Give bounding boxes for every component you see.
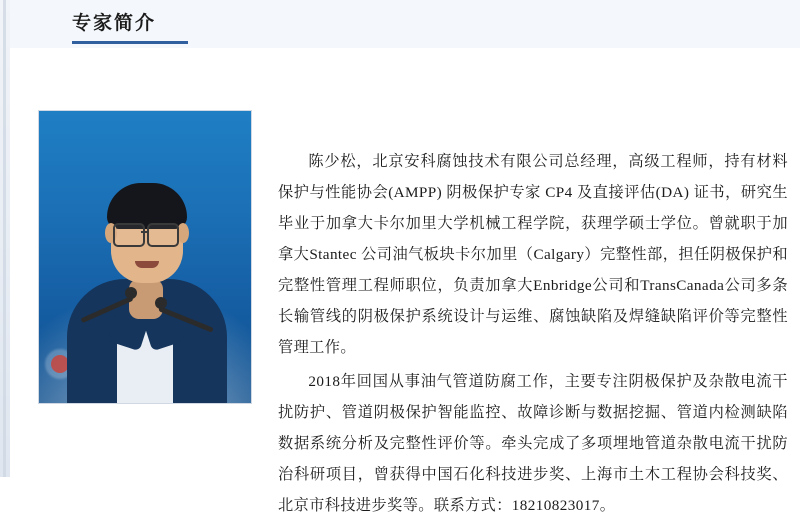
- expert-bio: [278, 146, 788, 524]
- glasses-lens-left: [113, 223, 145, 247]
- content-area: [10, 48, 800, 514]
- microphone-head-right: [155, 297, 167, 309]
- glasses-lens-right: [147, 223, 179, 247]
- expert-portrait: [38, 110, 252, 404]
- page-title-wrap: [72, 8, 156, 40]
- subject-mouth: [135, 261, 159, 268]
- left-accent-rail-line: [3, 0, 6, 477]
- left-accent-rail: [0, 0, 10, 477]
- page-title-underline: [72, 41, 188, 44]
- microphone-head-left: [125, 287, 137, 299]
- page-title: 专家简介: [72, 13, 157, 34]
- glasses-bridge: [141, 231, 147, 233]
- bio-paragraph: 2018年回国从事油气管道防腐工作，主要专注阴极保护及杂散电流干扰防护、管道阴极保护智能监控、故障诊断与数据挖掘、管道内检测缺陷数据系统分析及完整性评价等。牵头完成了多项埋地管道杂散电流干扰防治科研项目，曾获得中国石化科技进步奖、上海市土木工程协会科技奖、北京市科技进步奖等。联系方式：18210823017。: [278, 373, 788, 514]
- bio-paragraph: 陈少松，北京安科腐蚀技术有限公司总经理，高级工程师，持有材料保护与性能协会(AMPP) 阴极保护专家 CP4 及直接评估(DA) 证书，研究生毕业于加拿大卡尔加里大学机械工程学院，获理学硕士学位。曾就职于加拿大Stantec 公司油气板块卡尔加里（Calgary）完整性部，担任阴极保护和完整性管理工程师职位，负责加拿大Enbridge公司和TransCanada公司多条长输管线的阴极保护系统设计与运维、腐蚀缺陷及焊缝缺陷评价等完整性管理工作。: [278, 153, 788, 356]
- section-header: [10, 0, 800, 49]
